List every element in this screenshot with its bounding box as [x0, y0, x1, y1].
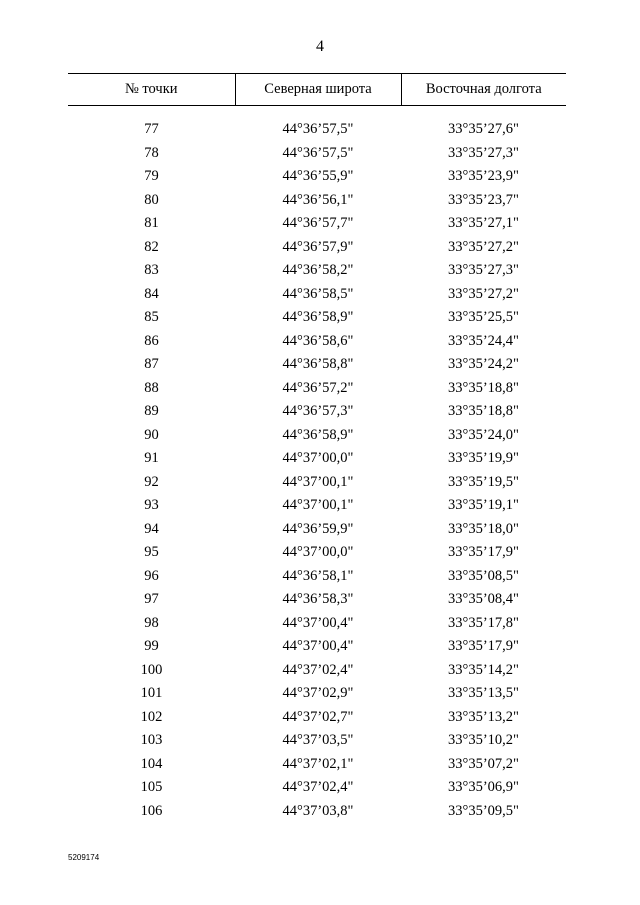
east-longitude-cell: 33°35’24,4" [448, 332, 519, 349]
point-number-cell: 91 [144, 450, 159, 467]
point-number-cell: 97 [144, 591, 159, 608]
table-row [68, 776, 566, 800]
table-row [68, 283, 566, 307]
east-longitude-cell: 33°35’19,9" [448, 450, 519, 467]
east-longitude-cell: 33°35’17,9" [448, 544, 519, 561]
east-longitude-cell: 33°35’08,4" [448, 591, 519, 608]
north-latitude-cell: 44°36’58,9" [282, 309, 354, 326]
east-longitude-cell: 33°35’08,5" [448, 567, 519, 584]
north-latitude-cell: 44°37’00,0" [282, 450, 354, 467]
east-longitude-cell: 33°35’14,2" [448, 661, 519, 678]
point-number-cell: 105 [140, 779, 163, 796]
table-row [68, 471, 566, 495]
table-row [68, 142, 566, 166]
point-number-cell: 96 [144, 567, 159, 584]
point-number-cell: 94 [144, 520, 159, 537]
point-number-cell: 104 [140, 755, 163, 772]
point-number-cell: 103 [140, 732, 163, 749]
table-row [68, 565, 566, 589]
east-longitude-cell: 33°35’19,5" [448, 473, 519, 490]
table-row [68, 400, 566, 424]
header-east-longitude: Восточная долгота [401, 74, 566, 106]
north-latitude-cell: 44°37’00,0" [282, 544, 354, 561]
point-number-cell: 85 [144, 309, 159, 326]
east-longitude-cell: 33°35’06,9" [448, 779, 519, 796]
table-row [68, 377, 566, 401]
table-row [68, 612, 566, 636]
table-row [68, 306, 566, 330]
table-row [68, 518, 566, 542]
east-longitude-cell: 33°35’07,2" [448, 755, 519, 772]
east-longitude-cell: 33°35’24,2" [448, 356, 519, 373]
east-longitude-cell: 33°35’23,9" [448, 168, 519, 185]
point-number-cell: 77 [144, 121, 159, 138]
point-number-cell: 88 [144, 379, 159, 396]
point-number-cell: 99 [144, 638, 159, 655]
table-row [68, 682, 566, 706]
east-longitude-cell: 33°35’27,6" [448, 121, 519, 138]
north-latitude-cell: 44°36’57,9" [282, 238, 354, 255]
header-gap [68, 106, 566, 119]
point-number-cell: 92 [144, 473, 159, 490]
north-latitude-cell: 44°37’03,5" [282, 732, 354, 749]
gap-cell [68, 106, 566, 119]
point-number-cell: 83 [144, 262, 159, 279]
north-latitude-cell: 44°36’58,9" [282, 426, 354, 443]
east-longitude-cell: 33°35’18,8" [448, 403, 519, 420]
table-header [68, 74, 566, 106]
north-latitude-cell: 44°37’02,4" [282, 661, 354, 678]
table-row [68, 212, 566, 236]
table-row [68, 165, 566, 189]
table-row [68, 588, 566, 612]
north-latitude-cell: 44°36’57,5" [282, 144, 354, 161]
point-number-cell: 100 [140, 661, 163, 678]
east-longitude-cell: 33°35’27,2" [448, 238, 519, 255]
north-latitude-cell: 44°36’57,3" [282, 403, 354, 420]
table-row [68, 447, 566, 471]
table-row [68, 353, 566, 377]
north-latitude-cell: 44°37’00,1" [282, 473, 354, 490]
header-row [68, 74, 566, 106]
point-number-cell: 95 [144, 544, 159, 561]
table-row [68, 659, 566, 683]
header-north-latitude: Северная широта [235, 74, 401, 106]
north-latitude-cell: 44°37’00,1" [282, 497, 354, 514]
point-number-cell: 86 [144, 332, 159, 349]
page-number: 4 [316, 38, 324, 55]
north-latitude-cell: 44°37’02,7" [282, 708, 354, 725]
north-latitude-cell: 44°36’57,7" [282, 215, 354, 232]
coordinates-table [68, 73, 566, 823]
table-row [68, 753, 566, 777]
north-latitude-cell: 44°37’00,4" [282, 614, 354, 631]
table-row [68, 259, 566, 283]
north-latitude-cell: 44°36’59,9" [282, 520, 354, 537]
east-longitude-cell: 33°35’25,5" [448, 309, 519, 326]
north-latitude-cell: 44°37’02,4" [282, 779, 354, 796]
point-number-cell: 98 [144, 614, 159, 631]
point-number-cell: 84 [144, 285, 159, 302]
table-row [68, 118, 566, 142]
east-longitude-cell: 33°35’17,9" [448, 638, 519, 655]
table-row [68, 706, 566, 730]
east-longitude-cell: 33°35’09,5" [448, 802, 519, 819]
document-code: 5209174 [68, 853, 100, 862]
north-latitude-cell: 44°37’02,9" [282, 685, 354, 702]
point-number-cell: 79 [144, 168, 159, 185]
point-number-cell: 87 [144, 356, 159, 373]
north-latitude-cell: 44°36’58,1" [282, 567, 354, 584]
north-latitude-cell: 44°36’55,9" [282, 168, 354, 185]
north-latitude-cell: 44°36’58,6" [282, 332, 354, 349]
table-row [68, 494, 566, 518]
table-row [68, 800, 566, 824]
north-latitude-cell: 44°36’57,2" [282, 379, 354, 396]
table-row [68, 330, 566, 354]
north-latitude-cell: 44°36’56,1" [282, 191, 354, 208]
table-body [68, 106, 566, 824]
east-longitude-cell: 33°35’10,2" [448, 732, 519, 749]
north-latitude-cell: 44°36’57,5" [282, 121, 354, 138]
north-latitude-cell: 44°36’58,2" [282, 262, 354, 279]
east-longitude-cell: 33°35’19,1" [448, 497, 519, 514]
point-number-cell: 90 [144, 426, 159, 443]
east-longitude-cell: 33°35’27,3" [448, 144, 519, 161]
point-number-cell: 93 [144, 497, 159, 514]
north-latitude-cell: 44°37’02,1" [282, 755, 354, 772]
east-longitude-cell: 33°35’17,8" [448, 614, 519, 631]
point-number-cell: 78 [144, 144, 159, 161]
table-row [68, 635, 566, 659]
point-number-cell: 89 [144, 403, 159, 420]
north-latitude-cell: 44°36’58,8" [282, 356, 354, 373]
east-longitude-cell: 33°35’27,2" [448, 285, 519, 302]
point-number-cell: 102 [140, 708, 163, 725]
point-number-cell: 101 [140, 685, 163, 702]
table-row [68, 236, 566, 260]
table-row [68, 424, 566, 448]
east-longitude-cell: 33°35’13,2" [448, 708, 519, 725]
north-latitude-cell: 44°36’58,5" [282, 285, 354, 302]
table-row [68, 729, 566, 753]
point-number-cell: 82 [144, 238, 159, 255]
east-longitude-cell: 33°35’24,0" [448, 426, 519, 443]
north-latitude-cell: 44°36’58,3" [282, 591, 354, 608]
east-longitude-cell: 33°35’27,1" [448, 215, 519, 232]
east-longitude-cell: 33°35’27,3" [448, 262, 519, 279]
point-number-cell: 81 [144, 215, 159, 232]
east-longitude-cell: 33°35’18,0" [448, 520, 519, 537]
table-row [68, 189, 566, 213]
east-longitude-cell: 33°35’13,5" [448, 685, 519, 702]
east-longitude-cell: 33°35’23,7" [448, 191, 519, 208]
north-latitude-cell: 44°37’03,8" [282, 802, 354, 819]
table-row [68, 541, 566, 565]
point-number-cell: 106 [140, 802, 163, 819]
header-point-number: № точки [68, 74, 235, 106]
point-number-cell: 80 [144, 191, 159, 208]
east-longitude-cell: 33°35’18,8" [448, 379, 519, 396]
north-latitude-cell: 44°37’00,4" [282, 638, 354, 655]
